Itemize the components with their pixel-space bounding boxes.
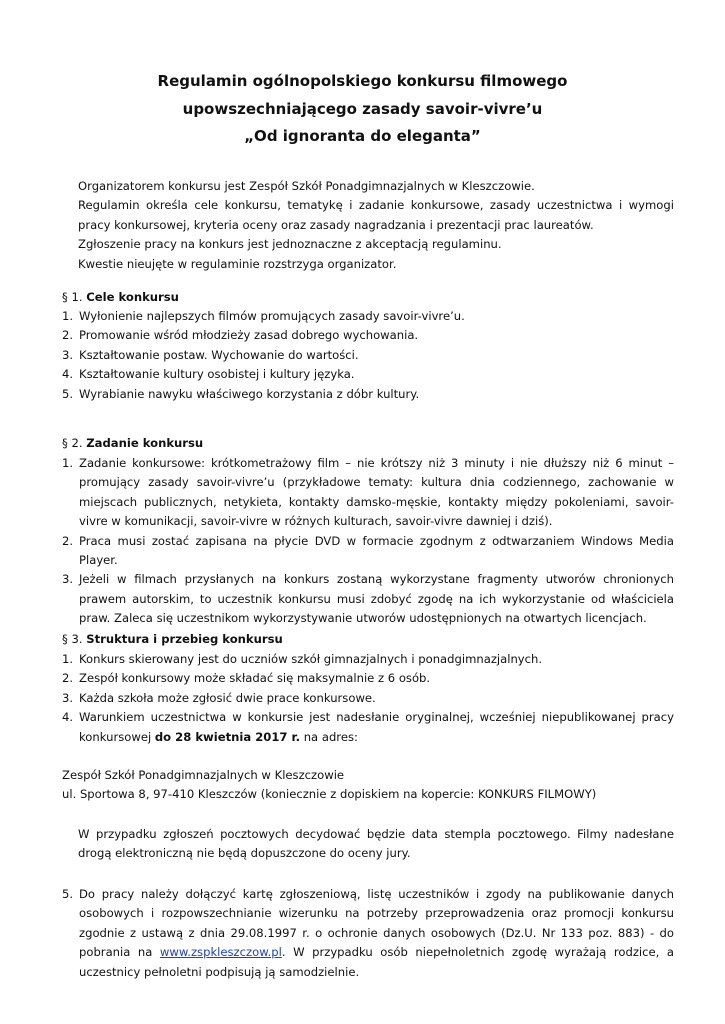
item-text: Jeżeli w filmach przysłanych na konkurs zostaną wykorzystane fragmenty utworów chronionych prawem autorskim, to uczestnik konkursu musi zdobyć zgodę na ich wykorzystanie od właściciela praw. Zaleca się uczestnikom wykorzystywanie utworów udostępnionych na otwartych licencjach.	[79, 572, 674, 626]
item-text: Kształtowanie kultury osobistej i kultury języka.	[79, 367, 355, 382]
section-2-heading	[62, 434, 674, 453]
intro-acceptance: Zgłoszenie pracy na konkurs jest jednoznaczne z akceptacją regulaminu.	[78, 237, 502, 252]
list-item	[62, 532, 674, 571]
list-item	[62, 307, 674, 326]
address-line-2: ul. Sportowa 8, 97-410 Kleszczów (koniecznie z dopiskiem na kopercie: KONKURS FILMOWY)	[62, 787, 597, 802]
list-item	[62, 570, 674, 628]
item-text: Zadanie konkursowe: krótkometrażowy film – nie krótszy niż 3 minuty i nie dłuższy niż 6 minut – promujący zasady savoir-vivre’u (przykładowe tematy: kultura dnia codziennego, zachowanie w miejscach publicznych, netykieta, kontakty damsko-męskie, kontakty między pokoleniami, savoir-vivre w komunikacji, savoir-vivre w różnych kulturach, savoir-vivre dawniej i dziś).	[79, 456, 674, 529]
section-1-list	[62, 307, 674, 404]
item-number: 4.	[62, 710, 74, 725]
item-number: 3.	[62, 572, 74, 587]
item-text: Wyłonienie najlepszych filmów promujących zasady savoir-vivre’u.	[79, 309, 465, 323]
item-text: Konkurs skierowany jest do uczniów szkół gimnazjalnych i ponadgimnazjalnych.	[79, 652, 543, 666]
item-number: 2.	[62, 533, 74, 548]
intro-section	[62, 177, 674, 274]
postal-note: W przypadku zgłoszeń pocztowych decydować będzie data stempla pocztowego. Filmy nadesłane drogą elektroniczną nie będą dopuszczone do oceny jury.	[78, 827, 674, 861]
section-2-list	[62, 454, 674, 629]
list-item	[62, 669, 674, 688]
item-text: Każda szkoła może zgłosić dwie prace konkursowe.	[79, 690, 376, 705]
item-number: 3.	[62, 347, 74, 362]
item-number: 1.	[62, 309, 74, 323]
list-item	[62, 650, 674, 669]
list-item	[62, 885, 674, 982]
list-item	[62, 346, 674, 365]
list-item	[62, 689, 674, 708]
list-item	[62, 454, 674, 532]
item-text: Do pracy należy dołączyć kartę zgłoszeniową, listę uczestników i zgody na publikowanie danych osobowych i rozpowszechnianie wizerunku na potrzeby przeprowadzenia oraz promocji konkursu zgodnie z ustawą z dnia 29.08.1997 r. o ochronie danych osobowych (Dz.U. Nr 133 poz. 883) - do pobrania na	[79, 887, 674, 960]
item-number: 3.	[62, 690, 74, 705]
list-item	[62, 365, 674, 384]
item-text-end: . W przypadku osób niepełnoletnich zgodę wyrażają rodzice, a uczestnicy pełnoletni podpisują ją samodzielnie.	[79, 945, 674, 979]
address-line-1: Zespół Szkół Ponadgimnazjalnych w Kleszczowie	[62, 768, 345, 782]
website-link[interactable]: www.zspkleszczow.pl	[159, 945, 282, 960]
item-number: 5.	[62, 386, 74, 401]
section-1-heading	[62, 288, 674, 307]
intro-organizer-decides: Kwestie nieujęte w regulaminie rozstrzyga organizator.	[78, 256, 397, 271]
item-text: Promowanie wśród młodzieży zasad dobrego wychowania.	[79, 328, 419, 343]
list-item	[62, 385, 674, 404]
section-3-list-continued	[62, 885, 674, 982]
deadline-date: do 28 kwietnia 2017 r.	[154, 729, 301, 744]
item-number: 1.	[62, 652, 74, 666]
item-text: Warunkiem uczestnictwa w konkursie jest nadesłanie oryginalnej, wcześniej niepublikowanej pracy konkursowej	[79, 710, 674, 744]
item-text-end: na adres:	[300, 729, 358, 744]
item-number: 2.	[62, 671, 74, 686]
item-number: 5.	[62, 887, 74, 901]
document-title-line-1: Regulamin ogólnopolskiego konkursu filmowego	[157, 72, 568, 90]
list-item	[62, 326, 674, 345]
item-text: Praca musi zostać zapisana na płycie DVD w formacie zgodnym z odtwarzaniem Windows Media Player.	[79, 533, 674, 568]
section-1-prefix: § 1.	[62, 290, 83, 304]
list-item	[62, 708, 674, 747]
item-number: 4.	[62, 367, 74, 382]
section-1-title: Cele konkursu	[86, 290, 179, 304]
section-3-list	[62, 650, 674, 747]
item-text: Wyrabianie nawyku właściwego korzystania z dóbr kultury.	[79, 386, 420, 401]
item-number: 2.	[62, 328, 74, 343]
section-3-title: Struktura i przebieg konkursu	[86, 632, 283, 646]
postal-address	[62, 766, 682, 805]
item-text: Kształtowanie postaw. Wychowanie do wartości.	[79, 347, 359, 362]
section-3-heading	[62, 630, 674, 649]
section-3-prefix: § 3.	[62, 632, 83, 646]
section-2-prefix: § 2.	[62, 436, 83, 450]
document-title-line-3: „Od ignoranta do eleganta”	[244, 127, 481, 145]
intro-scope: Regulamin określa cele konkursu, tematykę i zadanie konkursowe, zasady uczestnictwa i wymogi pracy konkursowej, kryteria oceny oraz zasady nagradzania i prezentacji prac laureatów.	[78, 198, 674, 232]
item-number: 1.	[62, 456, 74, 470]
section-2-title: Zadanie konkursu	[86, 436, 204, 450]
item-text: Zespół konkursowy może składać się maksymalnie z 6 osób.	[79, 671, 431, 686]
intro-organizer: Organizatorem konkursu jest Zespół Szkół Ponadgimnazjalnych w Kleszczowie.	[78, 179, 535, 193]
document-title-line-2: upowszechniającego zasady savoir-vivre’u	[182, 100, 543, 118]
